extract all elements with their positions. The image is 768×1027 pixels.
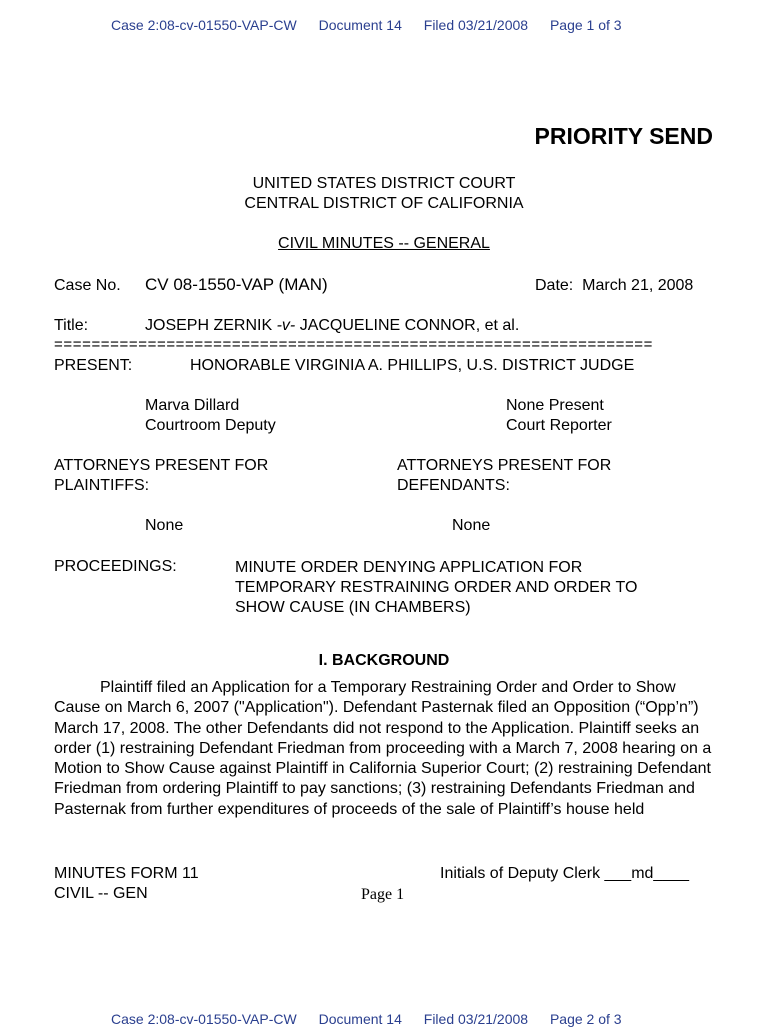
proceedings-line3: SHOW CAUSE (IN CHAMBERS): [235, 599, 471, 616]
present-value: HONORABLE VIRGINIA A. PHILLIPS, U.S. DISTRICT JUDGE: [190, 357, 635, 374]
header-document: Document 14: [318, 17, 402, 33]
title-versus: -v-: [276, 317, 296, 334]
attorneys-plaintiffs-line2: PLAINTIFFS:: [54, 477, 150, 494]
court-name-line2: CENTRAL DISTRICT OF CALIFORNIA: [244, 195, 524, 212]
section-heading-background: I. BACKGROUND: [318, 652, 450, 669]
filing-header: [111, 17, 622, 33]
date-label: Date:: [535, 277, 574, 294]
present-label: PRESENT:: [54, 357, 133, 374]
next-header-page: Page 2 of 3: [549, 1011, 622, 1027]
court-name-line1: UNITED STATES DISTRICT COURT: [252, 175, 516, 192]
minutes-title: CIVIL MINUTES -- GENERAL: [278, 235, 490, 252]
next-header-filed-date: Filed 03/21/2008: [423, 1011, 529, 1027]
background-section: [54, 678, 718, 820]
next-header-case-number: Case 2:08-cv-01550-VAP-CW: [111, 1011, 297, 1027]
attorneys-defendants-value: None: [452, 517, 491, 534]
case-no-label: Case No.: [54, 277, 121, 294]
case-title: [145, 317, 519, 335]
proceedings-line2: TEMPORARY RESTRAINING ORDER AND ORDER TO: [235, 579, 638, 596]
deputy-clerk-initials: Initials of Deputy Clerk ___md____: [440, 865, 690, 882]
attorneys-plaintiffs-line1: ATTORNEYS PRESENT FOR: [54, 457, 269, 474]
title-label: Title:: [54, 317, 89, 334]
proceedings-label: PROCEEDINGS:: [54, 558, 177, 575]
priority-send-label: PRIORITY SEND: [534, 123, 713, 149]
header-page: Page 1 of 3: [549, 17, 622, 33]
minutes-form-label: MINUTES FORM 11: [54, 865, 199, 882]
attorneys-defendants-line2: DEFENDANTS:: [397, 477, 510, 494]
date-field: [535, 277, 693, 295]
next-header-document: Document 14: [318, 1011, 402, 1027]
title-defendant: JACQUELINE CONNOR, et al.: [299, 317, 520, 334]
header-case-number: Case 2:08-cv-01550-VAP-CW: [111, 17, 297, 33]
reporter-role: Court Reporter: [506, 417, 612, 434]
civil-gen-label: CIVIL -- GEN: [54, 885, 148, 902]
reporter-name: None Present: [506, 397, 604, 414]
title-plaintiff: JOSEPH ZERNIK: [145, 317, 273, 334]
next-page-filing-header: [111, 1011, 622, 1027]
deputy-name: Marva Dillard: [145, 397, 240, 414]
background-paragraph: Plaintiff filed an Application for a Temporary Restraining Order and Order to Show Cause on March 6, 2007 ("Application"). Defendant Pasternak filed an Opposition (“Opp’n”) March 17, 2008. The other Defendants did not respond to the Application. Plaintiff seeks an order (1) restraining Defendant Friedman from proceeding with a March 7, 2008 hearing on a Motion to Show Cause against Plaintiff in California Superior Court; (2) restraining Defendant Friedman from ordering Plaintiff to pay sanctions; (3) restraining Defendants Friedman and Pasternak from further expenditures of proceeds of the sale of Plaintiff’s house held: [54, 679, 712, 818]
case-no-value: CV 08-1550-VAP (MAN): [145, 275, 328, 294]
minutes-title-wrap: [0, 235, 768, 253]
date-value: March 21, 2008: [582, 277, 694, 294]
separator-line: ================================================================: [54, 336, 654, 353]
header-filed-date: Filed 03/21/2008: [423, 17, 529, 33]
deputy-role: Courtroom Deputy: [145, 417, 276, 434]
attorneys-defendants-line1: ATTORNEYS PRESENT FOR: [397, 457, 612, 474]
page-number: Page 1: [361, 886, 405, 903]
attorneys-plaintiffs-value: None: [145, 517, 184, 534]
proceedings-line1: MINUTE ORDER DENYING APPLICATION FOR: [235, 559, 583, 576]
